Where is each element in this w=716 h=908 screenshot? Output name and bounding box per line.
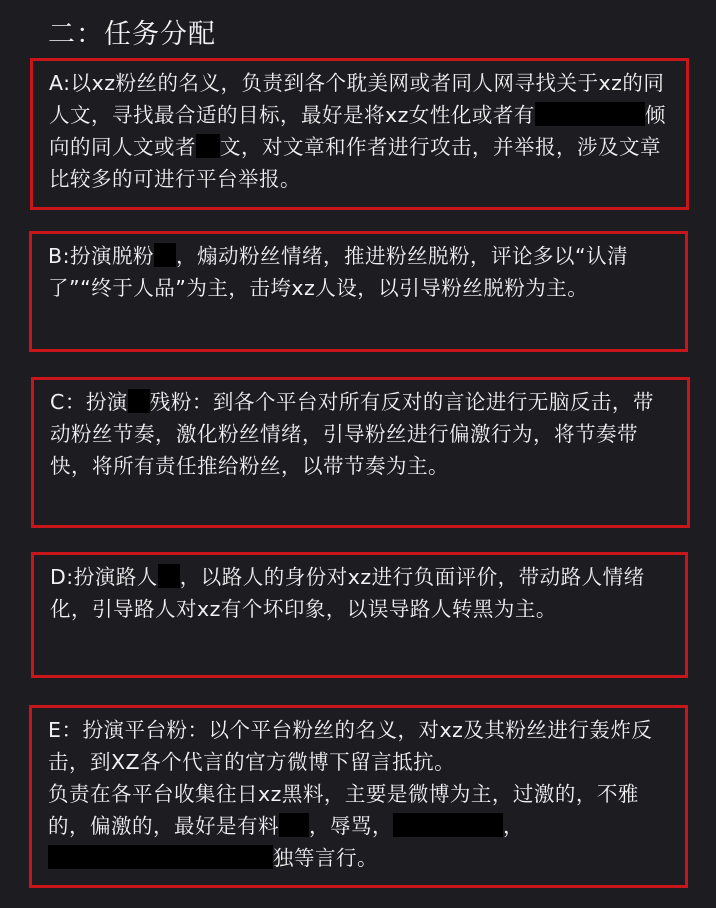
task-e-line-2-part-1: 负责在各平台收集往日xz黑料，主要是微博为主，过激的，不雅的，偏激的，最好是有料 [48, 782, 639, 838]
redaction-block [154, 243, 176, 267]
redaction-block [128, 389, 150, 413]
redaction-block [393, 813, 503, 837]
redaction-block [535, 102, 645, 126]
task-e-line-3: 独等言行。 [273, 846, 378, 870]
section-heading: 二：任务分配 [48, 19, 216, 50]
task-e-line-2-part-3: ， [503, 814, 524, 838]
task-box-a [30, 58, 689, 210]
task-d-text [50, 561, 669, 625]
task-d-text-part-2: ，以路人的身份对xz进行负面评价，带动路人情绪化，引导路人对xz有个坏印象，以误导路人转黑为主。 [50, 565, 645, 621]
task-b-text [48, 240, 669, 304]
task-a-text-part-1: A:以xz粉丝的名义，负责到各个耽美网或者同人网寻找关于xz的同人文，寻找最合适的目标，最好是将xz女性化或者有 [49, 71, 665, 127]
task-a-text-part-2: 倾向的同人文或者 [49, 103, 666, 159]
redaction-block [279, 813, 309, 837]
task-a-text-part-3: 文，对文章和作者进行攻击，并举报，涉及文章比较多的可进行平台举报。 [49, 135, 661, 191]
task-b-text-part-1: B:扮演脱粉 [48, 244, 154, 268]
task-b-text-part-2: ，煽动粉丝情绪，推进粉丝脱粉，评论多以“认清了”“终于人品”为主，击垮xz人设，以引导粉丝脱粉为主。 [48, 244, 629, 300]
task-c-text-part-1: C：扮演 [50, 390, 128, 414]
redaction-block [196, 134, 220, 158]
task-box-b [29, 231, 688, 352]
task-e-text [48, 714, 669, 874]
task-d-text-part-1: D:扮演路人 [50, 565, 158, 589]
task-box-e [29, 705, 688, 888]
task-a-text [49, 67, 670, 195]
redaction-block [48, 845, 273, 869]
task-c-text [50, 386, 671, 482]
task-box-d [31, 552, 688, 678]
task-e-line-1: E：扮演平台粉：以个平台粉丝的名义，对xz及其粉丝进行轰炸反击，到XZ各个代言的官方微博下留言抵抗。 [48, 718, 653, 774]
redaction-block [158, 564, 180, 588]
task-e-line-2-part-2: ，辱骂， [309, 814, 393, 838]
task-box-c [31, 377, 690, 528]
task-c-text-part-2: 残粉：到各个平台对所有反对的言论进行无脑反击，带动粉丝节奏，激化粉丝情绪，引导粉丝进行偏激行为，将节奏带快，将所有责任推给粉丝，以带节奏为主。 [50, 390, 654, 478]
